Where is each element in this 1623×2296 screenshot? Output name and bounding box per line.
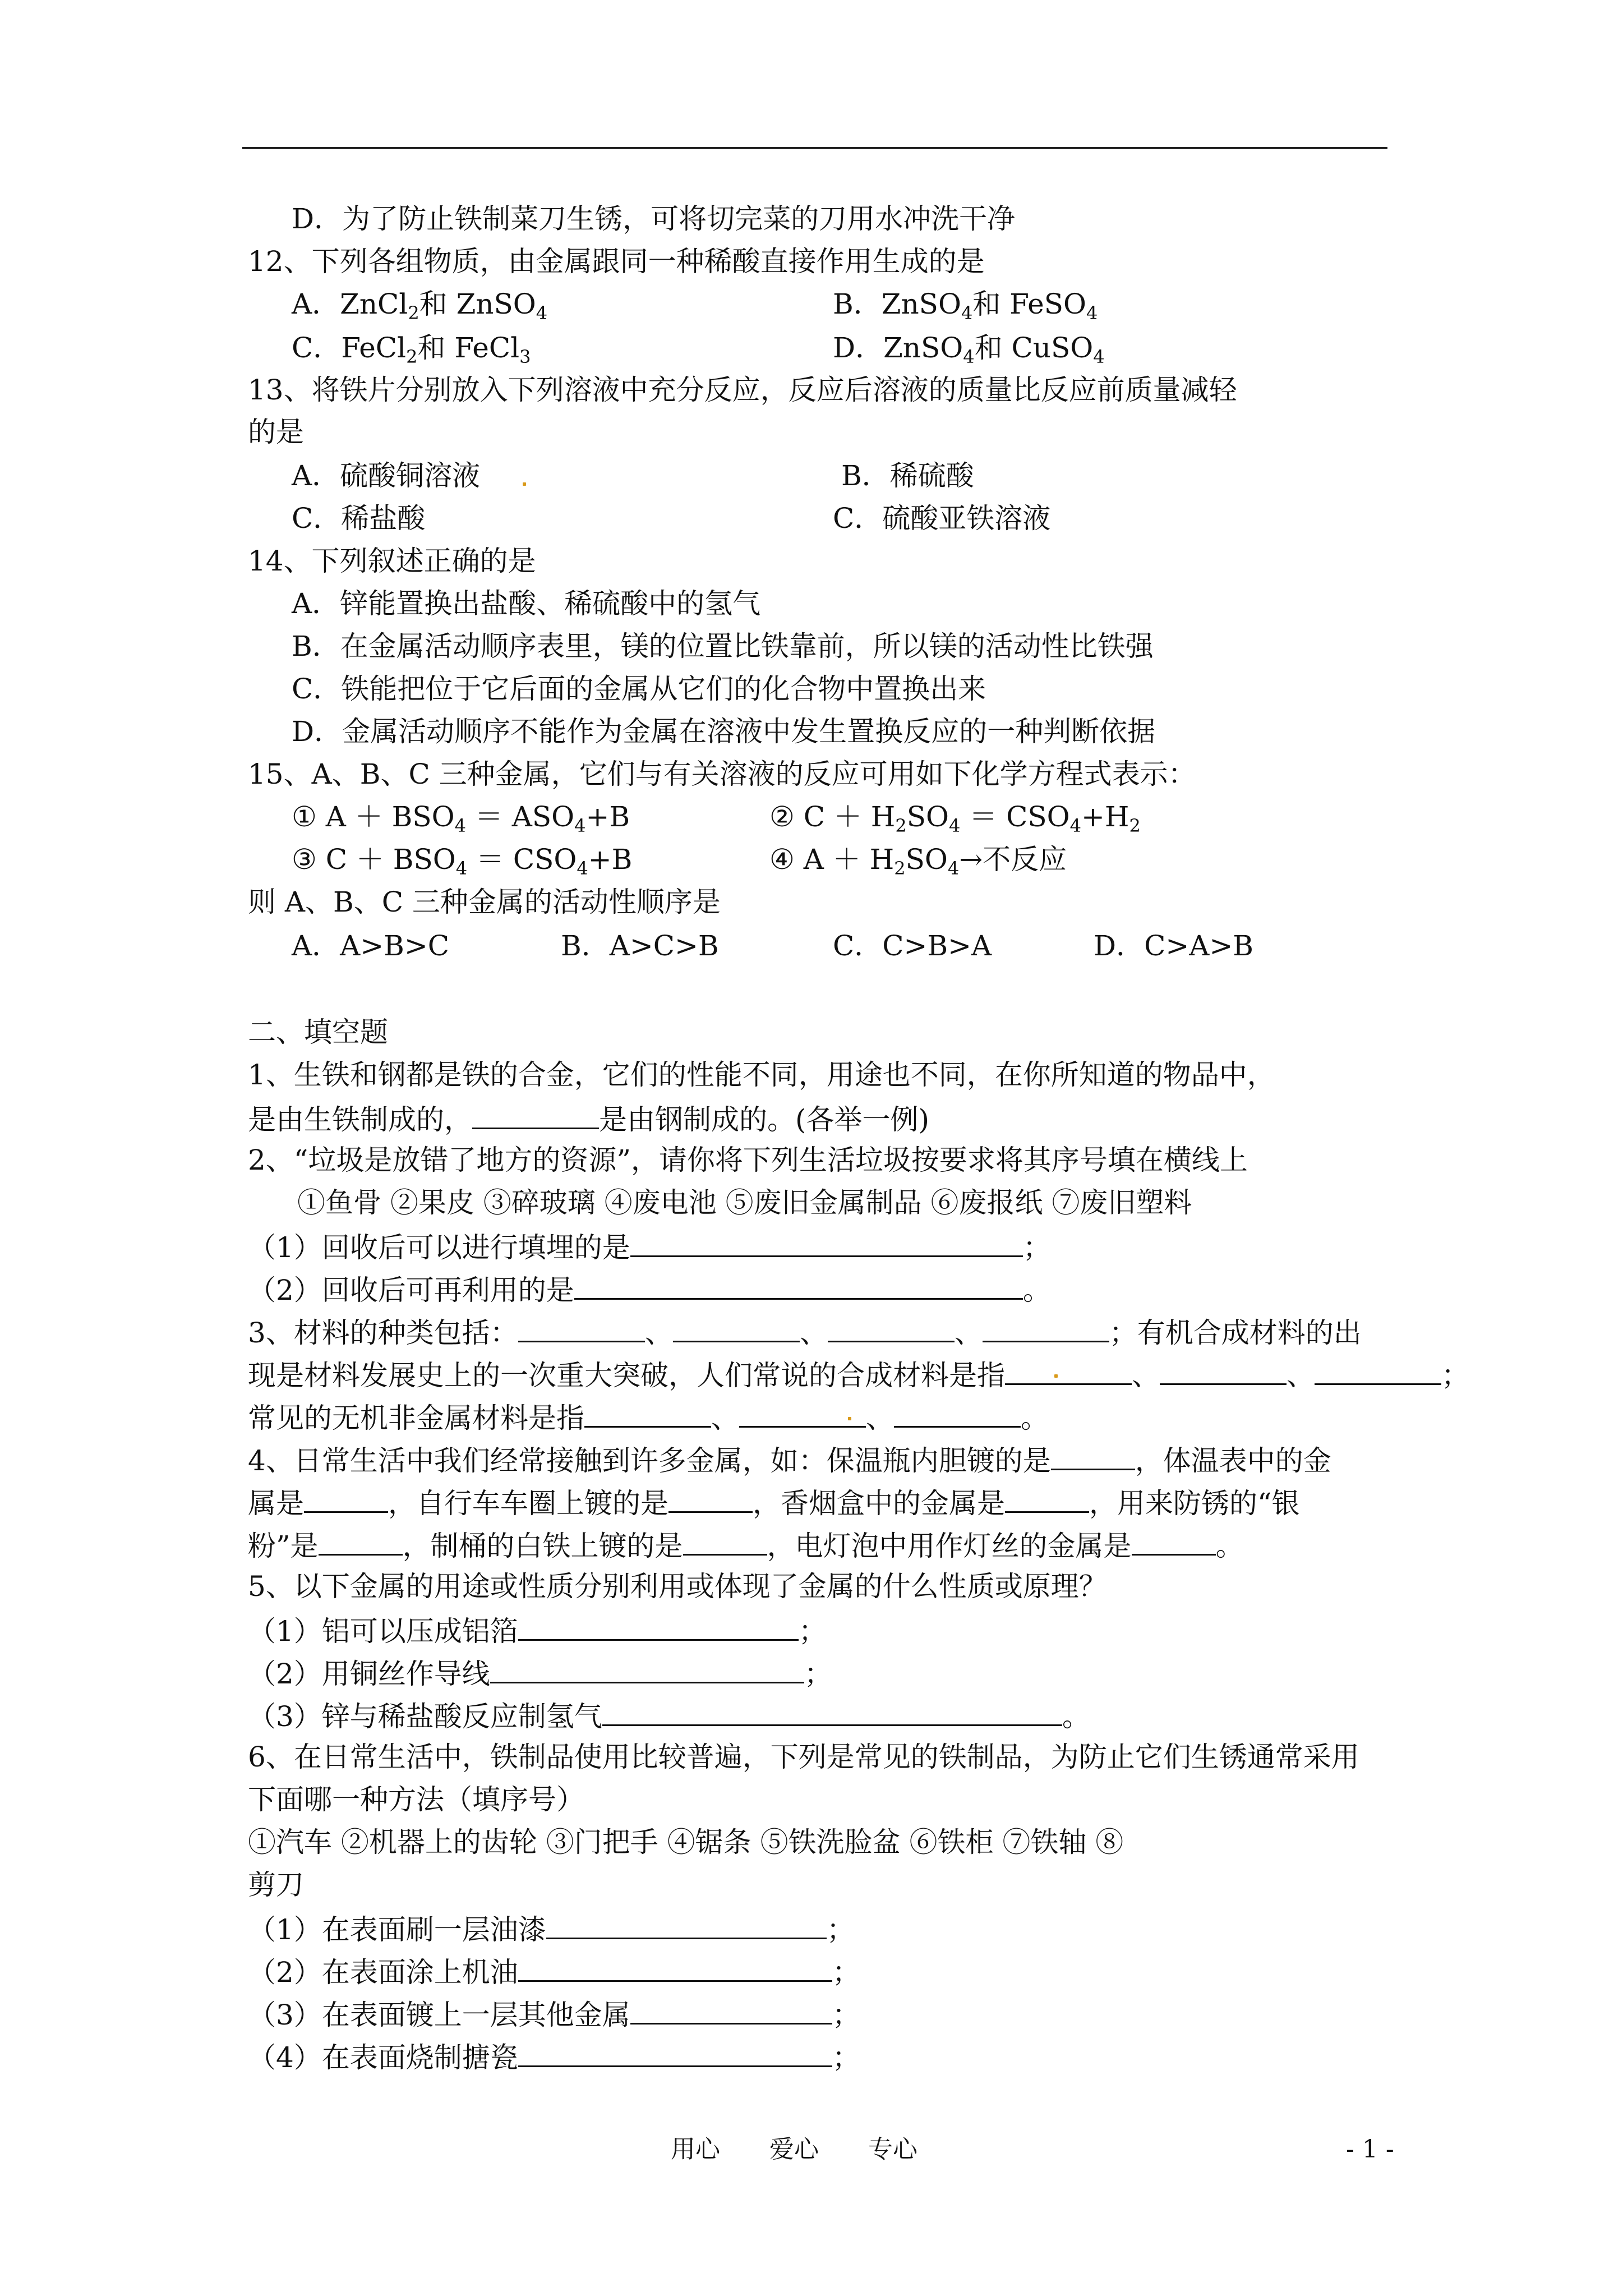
answer-blank[interactable] <box>518 2039 832 2067</box>
q15-equation-3: ③ $C + BSO_4 = CSO_4+B$ <box>292 843 633 879</box>
fill-6-items-cont: 剪刀 <box>248 1869 304 1901</box>
fill-3-line-2: 现是材料发展史上的一次重大突破，人们常说的合成材料是指 、 、 ； <box>248 1356 1469 1392</box>
q15-equation-2: ② $C + H_2SO_4 = CSO_4+H_2$ <box>769 800 1141 836</box>
answer-blank[interactable] <box>584 1399 711 1428</box>
answer-blank[interactable] <box>1315 1356 1441 1385</box>
footer-text-1: 用心 <box>671 2135 720 2164</box>
q15-equation-1: ① $A + BSO_4 = ASO_4+B$ <box>292 800 630 836</box>
fill-2-part-1: （1）回收后可以进行填埋的是 ； <box>248 1228 1051 1264</box>
fill-2-part-2: （2）回收后可再利用的是 。 <box>248 1271 1051 1307</box>
q15-option-a: A．A>B>C <box>292 930 450 962</box>
answer-blank[interactable] <box>668 1484 753 1513</box>
fill-1-line-1: 1、生铁和钢都是铁的合金，它们的性能不同，用途也不同，在你所知道的物品中， <box>248 1059 1275 1091</box>
q14-option-d: D．金属活动顺序不能作为金属在溶液中发生置换反应的一种判断依据 <box>292 715 1156 748</box>
answer-blank[interactable] <box>472 1101 599 1129</box>
fill-4-line-1: 4、日常生活中我们经常接触到许多金属，如：保温瓶内胆镀的是 ，体温表中的金 <box>248 1442 1331 1478</box>
answer-blank[interactable] <box>490 1655 804 1683</box>
fill-6-part-3: （3）在表面镀上一层其他金属 ； <box>248 1996 860 2032</box>
answer-blank[interactable] <box>983 1314 1109 1342</box>
q12-option-b: B．ZnSO$_4$和 FeSO$_4$ <box>833 288 1098 324</box>
answer-blank[interactable] <box>1051 1442 1135 1470</box>
q15-equation-4: ④ $A + H_2SO_4\to$不反应 <box>769 843 1067 879</box>
fill-6-part-2: （2）在表面涂上机油 ； <box>248 1953 860 1989</box>
answer-blank[interactable] <box>304 1484 388 1513</box>
fill-5-part-2: （2）用铜丝作导线 ； <box>248 1655 832 1691</box>
fill-4-line-2: 属是 ，自行车车圈上镀的是 ，香烟盒中的金属是 ，用来防锈的“银 <box>248 1484 1300 1520</box>
footer-text-2: 爱心 <box>769 2135 819 2164</box>
answer-blank[interactable] <box>546 1911 827 1939</box>
answer-blank[interactable] <box>673 1314 800 1342</box>
fill-5-stem: 5、以下金属的用途或性质分别利用或体现了金属的什么性质或原理？ <box>248 1570 1107 1603</box>
fill-6-part-1: （1）在表面刷一层油漆 ； <box>248 1911 855 1947</box>
q15-ask: 则 A、B、C 三种金属的活动性顺序是 <box>248 886 721 918</box>
header-rule <box>242 147 1387 149</box>
q13-option-b: B．稀硫酸 <box>841 459 974 492</box>
q13-option-c: C．稀盐酸 <box>292 502 426 535</box>
q13-option-d: C．硫酸亚铁溶液 <box>833 502 1051 535</box>
answer-blank[interactable] <box>630 1228 1023 1257</box>
stray-mark <box>523 482 526 486</box>
q12-stem: 12、下列各组物质，由金属跟同一种稀酸直接作用生成的是 <box>248 245 985 278</box>
q15-option-c: C．C>B>A <box>833 930 992 962</box>
q13-stem-line2: 的是 <box>248 416 304 448</box>
fill-5-part-1: （1）铝可以压成铝箔 ； <box>248 1612 827 1648</box>
q15-stem: 15、A、B、C 三种金属，它们与有关溶液的反应可用如下化学方程式表示： <box>248 758 1196 790</box>
answer-blank[interactable] <box>518 1612 799 1641</box>
fill-6-items: ①汽车 ②机器上的齿轮 ③门把手 ④锯条 ⑤铁洗脸盆 ⑥铁柜 ⑦铁轴 ⑧ <box>248 1826 1124 1858</box>
answer-blank[interactable] <box>1160 1356 1287 1385</box>
fill-1-line-2: 是由生铁制成的， 是由钢制成的。(各举一例) <box>248 1101 929 1137</box>
answer-blank[interactable] <box>602 1697 1062 1726</box>
answer-blank[interactable] <box>683 1527 767 1556</box>
q14-stem: 14、下列叙述正确的是 <box>248 545 536 577</box>
q12-option-a: A．ZnCl$_2$和 ZnSO$_4$ <box>292 288 548 324</box>
q12-option-c: C．FeCl$_2$和 FeCl$_3$ <box>292 332 531 367</box>
fill-6-part-4: （4）在表面烧制搪瓷 ； <box>248 2039 860 2074</box>
answer-blank[interactable] <box>1005 1356 1132 1385</box>
stray-mark <box>1054 1374 1058 1378</box>
answer-blank[interactable] <box>574 1271 1023 1300</box>
answer-blank[interactable] <box>518 1953 832 1982</box>
q13-stem-line1: 13、将铁片分别放入下列溶液中充分反应，反应后溶液的质量比反应前质量减轻 <box>248 374 1237 406</box>
q11-option-d: D．为了防止铁制菜刀生锈，可将切完菜的刀用水冲洗干净 <box>292 203 1016 235</box>
stray-mark <box>848 1417 851 1420</box>
q14-option-b: B．在金属活动顺序表里，镁的位置比铁靠前，所以镁的活动性比铁强 <box>292 630 1154 662</box>
fill-5-part-3: （3）锌与稀盐酸反应制氢气 。 <box>248 1697 1090 1733</box>
q14-option-c: C．铁能把位于它后面的金属从它们的化合物中置换出来 <box>292 673 986 705</box>
q14-option-a: A．锌能置换出盐酸、稀硫酸中的氢气 <box>292 587 761 620</box>
fill-6-line-1: 6、在日常生活中，铁制品使用比较普遍，下列是常见的铁制品，为防止它们生锈通常采用 <box>248 1741 1359 1773</box>
answer-blank[interactable] <box>319 1527 403 1556</box>
answer-blank[interactable] <box>630 1996 832 2024</box>
fill-3-line-1: 3、材料的种类包括： 、 、 、 ；有机合成材料的出 <box>248 1314 1362 1350</box>
q15-option-b: B．A>C>B <box>561 930 719 962</box>
answer-blank[interactable] <box>894 1399 1021 1428</box>
answer-blank[interactable] <box>828 1314 955 1342</box>
fill-2-stem: 2、“垃圾是放错了地方的资源”，请你将下列生活垃圾按要求将其序号填在横线上 <box>248 1144 1248 1176</box>
page-number: - 1 - <box>1346 2135 1394 2164</box>
fill-4-line-3: 粉”是 ，制桶的白铁上镀的是 ，电灯泡中用作灯丝的金属是 。 <box>248 1527 1244 1563</box>
q13-option-a: A．硫酸铜溶液 <box>292 459 481 492</box>
answer-blank[interactable] <box>1132 1527 1216 1556</box>
section-2-title: 二、填空题 <box>248 1016 388 1048</box>
answer-blank[interactable] <box>518 1314 645 1342</box>
fill-2-items: ①鱼骨 ②果皮 ③碎玻璃 ④废电池 ⑤废旧金属制品 ⑥废报纸 ⑦废旧塑料 <box>297 1186 1192 1219</box>
q15-option-d: D．C>A>B <box>1094 930 1253 962</box>
fill-6-line-2: 下面哪一种方法（填序号） <box>248 1783 584 1816</box>
answer-blank[interactable] <box>1005 1484 1089 1513</box>
footer-text-3: 专心 <box>868 2135 917 2164</box>
q12-option-d: D．ZnSO$_4$和 CuSO$_4$ <box>833 332 1105 367</box>
fill-3-line-3: 常见的无机非金属材料是指 、 、 。 <box>248 1399 1049 1435</box>
answer-blank[interactable] <box>739 1399 866 1428</box>
